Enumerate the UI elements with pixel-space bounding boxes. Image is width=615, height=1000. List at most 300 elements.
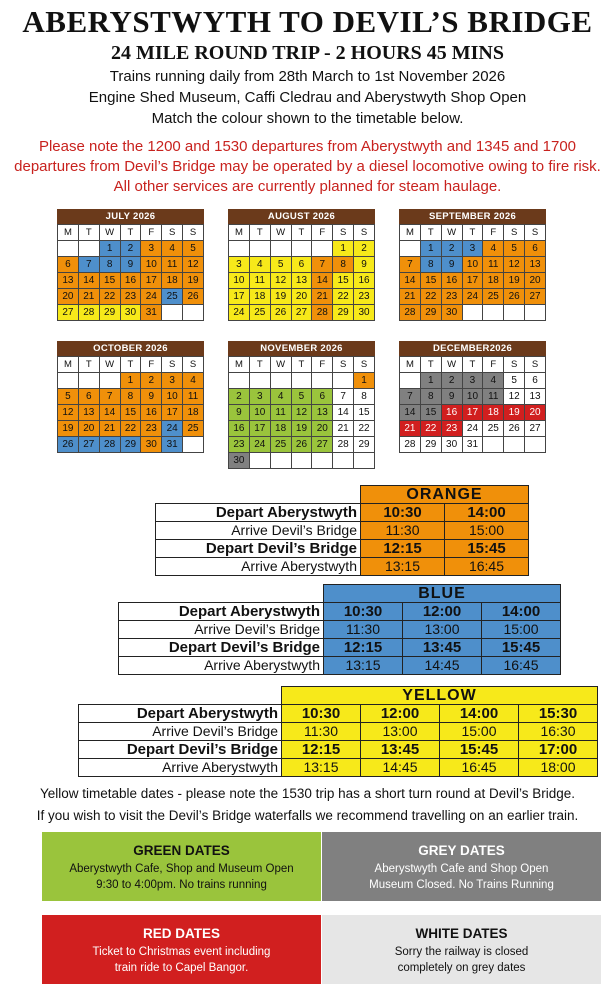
calendar-day: 18	[183, 405, 204, 421]
calendar-day: 25	[249, 305, 270, 321]
calendar-day: 28	[78, 305, 99, 321]
weekday-header: T	[78, 357, 99, 373]
weekday-header: T	[120, 225, 141, 241]
calendar-december	[399, 341, 546, 453]
timetable-time: 12:15	[324, 639, 403, 657]
weekday-header: W	[441, 225, 462, 241]
calendar-day: 23	[141, 421, 162, 437]
calendar-day: 3	[162, 373, 183, 389]
calendar-day: 10	[249, 405, 270, 421]
weekday-header: S	[333, 225, 354, 241]
calendar-day: 21	[333, 421, 354, 437]
timetable-row-label: Depart Aberystwyth	[119, 603, 324, 621]
calendar-day: 7	[400, 389, 421, 405]
calendar-day: 24	[462, 289, 483, 305]
calendar-day: 12	[58, 405, 79, 421]
calendar-day: 14	[312, 273, 333, 289]
calendar-empty-cell	[249, 373, 270, 389]
timetable-orange	[155, 485, 529, 576]
calendar-day: 13	[525, 389, 546, 405]
legend-red-line1: Ticket to Christmas event including	[92, 946, 271, 958]
calendar-day: 14	[99, 405, 120, 421]
timetable-time: 13:15	[324, 657, 403, 675]
calendar-day: 3	[462, 241, 483, 257]
calendar-day: 2	[441, 373, 462, 389]
timetable-time: 14:45	[403, 657, 482, 675]
calendar-day: 13	[525, 257, 546, 273]
calendar-day: 24	[162, 421, 183, 437]
calendar-november	[228, 341, 375, 469]
calendar-day: 29	[354, 437, 375, 453]
calendar-day: 18	[483, 273, 504, 289]
calendar-day: 2	[354, 241, 375, 257]
calendar-empty-cell	[229, 241, 250, 257]
calendar-day: 4	[483, 373, 504, 389]
calendar-day: 22	[120, 421, 141, 437]
calendar-day: 9	[229, 405, 250, 421]
calendar-day: 31	[141, 305, 162, 321]
weekday-header: F	[312, 357, 333, 373]
calendar-day: 30	[441, 305, 462, 321]
weekday-header: T	[420, 225, 441, 241]
legend-green	[42, 832, 321, 901]
calendar-day: 30	[120, 305, 141, 321]
waterfall-advice: If you wish to visit the Devil’s Bridge waterfalls we recommend travelling on an earlier train.	[36, 808, 579, 823]
timetable-time: 13:00	[361, 723, 440, 741]
timetable-row-label: Depart Devil’s Bridge	[119, 639, 324, 657]
weekday-header: M	[229, 357, 250, 373]
calendar-day: 9	[441, 389, 462, 405]
calendar-day: 22	[420, 289, 441, 305]
calendar-day: 24	[229, 305, 250, 321]
timetable-time: 11:30	[282, 723, 361, 741]
calendar-day: 25	[162, 289, 183, 305]
calendar-day: 18	[270, 421, 291, 437]
calendar-day: 29	[420, 437, 441, 453]
open-facilities-text: Engine Shed Museum, Caffi Cledrau and Aberystwyth Shop Open	[88, 89, 527, 106]
timetable-time: 11:30	[324, 621, 403, 639]
calendar-empty-cell	[333, 373, 354, 389]
calendar-day: 17	[229, 289, 250, 305]
calendar-day: 23	[229, 437, 250, 453]
calendar-day: 25	[183, 421, 204, 437]
calendar-day: 28	[400, 305, 421, 321]
calendar-day: 12	[504, 257, 525, 273]
calendar-day: 14	[78, 273, 99, 289]
timetable-time: 12:15	[361, 540, 445, 558]
calendar-day: 20	[525, 405, 546, 421]
timetable-row-label: Arrive Aberystwyth	[119, 657, 324, 675]
calendar-day: 26	[504, 289, 525, 305]
weekday-header: M	[58, 225, 79, 241]
calendar-day: 27	[312, 437, 333, 453]
timetable-row-label: Arrive Devil’s Bridge	[156, 522, 361, 540]
legend-white	[322, 915, 601, 984]
calendar-day: 10	[462, 389, 483, 405]
timetable-band-title: YELLOW	[282, 687, 598, 705]
timetable-time: 10:30	[282, 705, 361, 723]
weekday-header: W	[99, 357, 120, 373]
calendar-day: 13	[78, 405, 99, 421]
calendar-day: 26	[504, 421, 525, 437]
calendar-empty-cell	[400, 373, 421, 389]
calendar-day: 11	[270, 405, 291, 421]
timetable-blank	[79, 687, 282, 705]
calendar-day: 19	[504, 273, 525, 289]
calendar-august	[228, 209, 375, 321]
calendar-day: 22	[99, 289, 120, 305]
calendar-day: 24	[462, 421, 483, 437]
calendar-day: 12	[291, 405, 312, 421]
calendar-day: 8	[333, 257, 354, 273]
calendar-day: 19	[291, 421, 312, 437]
calendar-day: 15	[120, 405, 141, 421]
calendar-day: 6	[312, 389, 333, 405]
calendar-day: 1	[354, 373, 375, 389]
calendar-day: 11	[483, 389, 504, 405]
calendar-day: 24	[141, 289, 162, 305]
legend-grey	[322, 832, 601, 901]
calendar-empty-cell	[249, 241, 270, 257]
calendar-empty-cell	[504, 305, 525, 321]
calendar-day: 26	[270, 305, 291, 321]
page-title: ABERYSTWYTH TO DEVIL’S BRIDGE	[22, 4, 593, 39]
weekday-header: W	[441, 357, 462, 373]
calendar-day: 3	[141, 241, 162, 257]
calendar-day: 31	[162, 437, 183, 453]
weekday-header: W	[99, 225, 120, 241]
weekday-header: S	[354, 357, 375, 373]
calendar-day: 15	[99, 273, 120, 289]
calendar-empty-cell	[504, 437, 525, 453]
calendar-day: 8	[120, 389, 141, 405]
weekday-header: S	[162, 357, 183, 373]
timetable-time: 18:00	[519, 759, 598, 777]
calendar-day: 25	[483, 421, 504, 437]
legend-grey-line1: Aberystwyth Cafe and Shop Open	[374, 863, 549, 875]
calendar-day: 4	[483, 241, 504, 257]
timetable-time: 14:00	[440, 705, 519, 723]
calendar-day: 30	[229, 453, 250, 469]
calendar-empty-cell	[312, 241, 333, 257]
calendar-day: 25	[483, 289, 504, 305]
calendar-empty-cell	[183, 305, 204, 321]
timetable-time: 14:45	[361, 759, 440, 777]
weekday-header: S	[525, 357, 546, 373]
timetable-time: 13:15	[282, 759, 361, 777]
timetable-time: 16:45	[482, 657, 561, 675]
timetable-time: 15:45	[482, 639, 561, 657]
calendar-day: 12	[270, 273, 291, 289]
timetable-blank	[156, 486, 361, 504]
calendar-empty-cell	[78, 241, 99, 257]
calendar-empty-cell	[270, 453, 291, 469]
weekday-header: T	[249, 225, 270, 241]
calendar-day: 31	[462, 437, 483, 453]
timetable-time: 15:45	[445, 540, 529, 558]
timetable-time: 11:30	[361, 522, 445, 540]
weekday-header: M	[400, 225, 421, 241]
timetable-blank	[119, 585, 324, 603]
timetable-time: 13:15	[361, 558, 445, 576]
calendar-day: 8	[420, 257, 441, 273]
calendar-day: 7	[400, 257, 421, 273]
calendar-day: 14	[400, 273, 421, 289]
calendar-day: 1	[120, 373, 141, 389]
legend-grey-title: GREY DATES	[418, 843, 505, 858]
calendar-day: 27	[78, 437, 99, 453]
calendar-day: 11	[183, 389, 204, 405]
calendar-day: 20	[78, 421, 99, 437]
calendar-day: 20	[58, 289, 79, 305]
calendar-day: 28	[99, 437, 120, 453]
calendar-empty-cell	[291, 241, 312, 257]
timetable-row-label: Depart Devil’s Bridge	[156, 540, 361, 558]
weekday-header: F	[483, 357, 504, 373]
timetable-time: 16:30	[519, 723, 598, 741]
legend-white-line1: Sorry the railway is closed	[394, 946, 529, 958]
calendar-day: 8	[99, 257, 120, 273]
legend-green-line2: 9:30 to 4:00pm. No trains running	[96, 879, 267, 891]
timetable-time: 12:00	[361, 705, 440, 723]
timetable-time: 12:15	[282, 741, 361, 759]
calendar-day: 28	[400, 437, 421, 453]
calendar-day: 18	[162, 273, 183, 289]
calendar-title: AUGUST 2026	[228, 209, 375, 224]
calendar-day: 30	[141, 437, 162, 453]
timetable-time: 13:45	[403, 639, 482, 657]
calendar-day: 27	[525, 421, 546, 437]
calendar-empty-cell	[78, 373, 99, 389]
calendar-day: 5	[504, 241, 525, 257]
timetable-time: 16:45	[445, 558, 529, 576]
calendar-day: 25	[270, 437, 291, 453]
calendar-day: 8	[354, 389, 375, 405]
calendar-day: 16	[141, 405, 162, 421]
calendar-day: 24	[249, 437, 270, 453]
timetable-blue	[118, 584, 561, 675]
weekday-header: S	[504, 357, 525, 373]
calendar-day: 28	[312, 305, 333, 321]
calendar-title: DECEMBER2026	[399, 341, 546, 356]
calendar-day: 7	[312, 257, 333, 273]
calendar-day: 1	[333, 241, 354, 257]
weekday-header: T	[420, 357, 441, 373]
calendar-day: 15	[354, 405, 375, 421]
timetable-time: 15:30	[519, 705, 598, 723]
calendar-day: 29	[420, 305, 441, 321]
legend-white-title: WHITE DATES	[415, 926, 508, 941]
calendar-day: 11	[162, 257, 183, 273]
calendar-day: 6	[525, 241, 546, 257]
calendar-day: 7	[78, 257, 99, 273]
weekday-header: T	[120, 357, 141, 373]
weekday-header: S	[183, 225, 204, 241]
calendar-day: 1	[420, 241, 441, 257]
calendar-day: 26	[58, 437, 79, 453]
calendar-day: 7	[99, 389, 120, 405]
calendar-day: 6	[58, 257, 79, 273]
calendar-title: NOVEMBER 2026	[228, 341, 375, 356]
calendar-empty-cell	[162, 305, 183, 321]
weekday-header: M	[229, 225, 250, 241]
calendar-day: 20	[312, 421, 333, 437]
calendar-day: 14	[400, 405, 421, 421]
weekday-header: F	[312, 225, 333, 241]
calendar-day: 11	[249, 273, 270, 289]
calendar-day: 21	[312, 289, 333, 305]
calendar-day: 27	[291, 305, 312, 321]
running-dates-text: Trains running daily from 28th March to 1st November 2026	[109, 68, 506, 85]
legend-green-title: GREEN DATES	[133, 843, 230, 858]
diesel-notice: Please note the 1200 and 1530 departures from Aberystwyth and 1345 and 1700 departures from Devil’s Bridge may be operated by a diesel locomotive owing to fire risk. All other services are currently planned for steam haulage.	[14, 138, 601, 195]
calendar-day: 16	[354, 273, 375, 289]
calendar-day: 27	[58, 305, 79, 321]
calendar-day: 2	[441, 241, 462, 257]
timetable-time: 10:30	[324, 603, 403, 621]
calendar-day: 5	[58, 389, 79, 405]
calendar-day: 19	[183, 273, 204, 289]
calendar-empty-cell	[58, 241, 79, 257]
calendar-day: 5	[183, 241, 204, 257]
timetable-row-label: Arrive Aberystwyth	[79, 759, 282, 777]
calendar-day: 13	[58, 273, 79, 289]
calendar-day: 19	[58, 421, 79, 437]
calendar-day: 17	[141, 273, 162, 289]
calendar-day: 27	[525, 289, 546, 305]
calendar-day: 19	[504, 405, 525, 421]
timetable-time: 15:45	[440, 741, 519, 759]
calendar-day: 3	[249, 389, 270, 405]
calendar-day: 21	[99, 421, 120, 437]
calendar-day: 15	[420, 405, 441, 421]
calendar-day: 2	[141, 373, 162, 389]
calendar-day: 10	[162, 389, 183, 405]
timetable-row-label: Arrive Aberystwyth	[156, 558, 361, 576]
timetable-band-title: ORANGE	[361, 486, 529, 504]
calendar-day: 16	[441, 405, 462, 421]
calendar-day: 8	[420, 389, 441, 405]
calendar-title: SEPTEMBER 2026	[399, 209, 546, 224]
calendar-empty-cell	[400, 241, 421, 257]
calendar-empty-cell	[525, 305, 546, 321]
calendar-day: 9	[120, 257, 141, 273]
timetable-time: 13:00	[403, 621, 482, 639]
timetable-time: 14:00	[445, 504, 529, 522]
weekday-header: F	[141, 225, 162, 241]
weekday-header: S	[354, 225, 375, 241]
calendar-day: 12	[183, 257, 204, 273]
calendar-day: 4	[183, 373, 204, 389]
calendar-day: 18	[483, 405, 504, 421]
calendar-day: 21	[78, 289, 99, 305]
timetable-time: 10:30	[361, 504, 445, 522]
calendar-empty-cell	[483, 437, 504, 453]
weekday-header: S	[504, 225, 525, 241]
weekday-header: F	[141, 357, 162, 373]
calendar-day: 5	[504, 373, 525, 389]
legend-grey-line2: Museum Closed. No Trains Running	[369, 879, 554, 891]
calendar-day: 9	[441, 257, 462, 273]
calendar-day: 26	[183, 289, 204, 305]
weekday-header: T	[291, 357, 312, 373]
calendar-day: 17	[249, 421, 270, 437]
yellow-dates-note: Yellow timetable dates - please note the 1530 trip has a short turn round at Devil’s Bridge.	[39, 786, 576, 801]
weekday-header: S	[183, 357, 204, 373]
calendar-day: 23	[441, 289, 462, 305]
page-subtitle: 24 MILE ROUND TRIP - 2 HOURS 45 MINS	[111, 42, 504, 64]
calendar-empty-cell	[291, 373, 312, 389]
calendar-day: 12	[504, 389, 525, 405]
calendar-day: 29	[333, 305, 354, 321]
calendar-day: 4	[249, 257, 270, 273]
legend-green-line1: Aberystwyth Cafe, Shop and Museum Open	[69, 863, 294, 875]
calendar-day: 21	[400, 289, 421, 305]
calendar-empty-cell	[525, 437, 546, 453]
weekday-header: S	[525, 225, 546, 241]
weekday-header: S	[162, 225, 183, 241]
calendar-day: 28	[333, 437, 354, 453]
weekday-header: W	[270, 225, 291, 241]
calendar-day: 6	[525, 373, 546, 389]
legend-red-title: RED DATES	[142, 926, 220, 941]
calendar-day: 29	[120, 437, 141, 453]
calendar-day: 3	[462, 373, 483, 389]
calendar-day: 7	[333, 389, 354, 405]
calendar-empty-cell	[270, 241, 291, 257]
calendar-empty-cell	[312, 373, 333, 389]
calendar-empty-cell	[183, 437, 204, 453]
calendar-empty-cell	[99, 373, 120, 389]
weekday-header: M	[400, 357, 421, 373]
calendar-july	[57, 209, 204, 321]
calendar-day: 4	[162, 241, 183, 257]
calendar-title: OCTOBER 2026	[57, 341, 204, 356]
timetable-time: 16:45	[440, 759, 519, 777]
timetable-time: 13:45	[361, 741, 440, 759]
calendar-day: 10	[229, 273, 250, 289]
timetable-time: 14:00	[482, 603, 561, 621]
calendar-empty-cell	[483, 305, 504, 321]
calendar-day: 17	[462, 405, 483, 421]
timetable-row-label: Depart Devil’s Bridge	[79, 741, 282, 759]
legend-red	[42, 915, 321, 984]
calendar-day: 2	[229, 389, 250, 405]
calendar-day: 5	[291, 389, 312, 405]
calendar-empty-cell	[229, 373, 250, 389]
calendar-day: 20	[291, 289, 312, 305]
calendar-day: 13	[312, 405, 333, 421]
calendar-day: 1	[99, 241, 120, 257]
calendar-day: 16	[441, 273, 462, 289]
calendar-day: 20	[525, 273, 546, 289]
calendar-day: 10	[141, 257, 162, 273]
calendar-day: 3	[229, 257, 250, 273]
calendar-day: 17	[162, 405, 183, 421]
calendar-empty-cell	[58, 373, 79, 389]
calendar-day: 5	[270, 257, 291, 273]
weekday-header: T	[462, 357, 483, 373]
calendar-day: 30	[354, 305, 375, 321]
calendar-day: 6	[291, 257, 312, 273]
calendar-day: 6	[78, 389, 99, 405]
weekday-header: M	[58, 357, 79, 373]
weekday-header: T	[78, 225, 99, 241]
legend-white-line2: completely on grey dates	[397, 962, 526, 974]
colour-instruction-text: Match the colour shown to the timetable below.	[151, 110, 464, 127]
weekday-header: T	[462, 225, 483, 241]
calendar-title: JULY 2026	[57, 209, 204, 224]
